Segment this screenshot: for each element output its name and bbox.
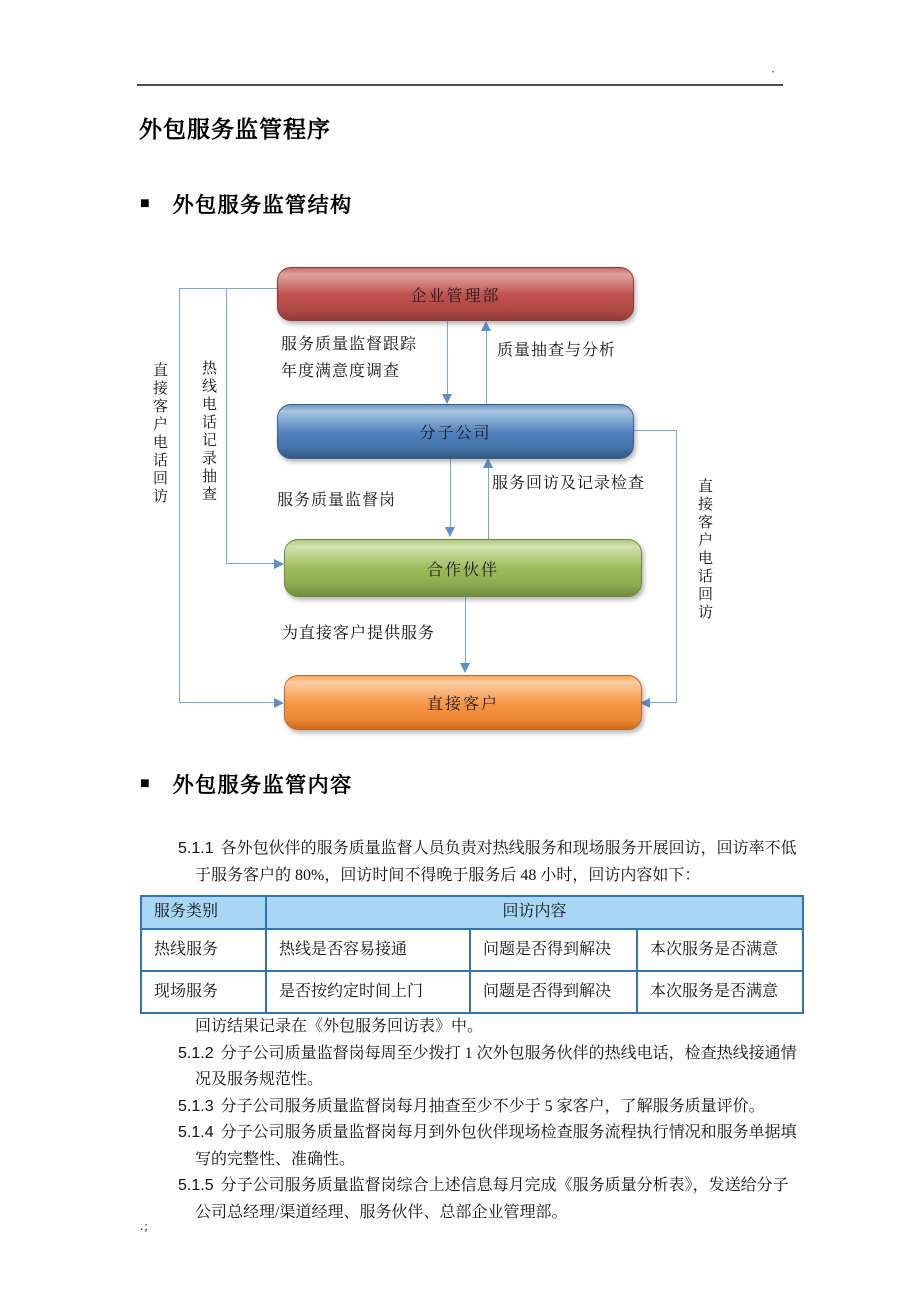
connector-left-top <box>179 288 277 289</box>
table-row <box>141 971 803 1013</box>
paragraph-5-1-4 <box>140 1120 802 1173</box>
square-bullet-icon: ■ <box>140 775 150 792</box>
table-header-row <box>141 896 803 929</box>
end-mark: .; <box>140 1218 149 1233</box>
clause-text: 各外包伙伴的服务质量监督人员负责对热线服务和现场服务开展回访，回访率不低于服务客户的 80%，回访时间不得晚于服务后 48 小时，回访内容如下： <box>195 840 797 884</box>
clause-text: 分子公司服务质量监督岗每月到外包伙伴现场检查服务流程执行情况和服务单据填写的完整性、准确性。 <box>195 1124 797 1168</box>
table-header-review-content: 回访内容 <box>266 896 803 929</box>
connector-left-inner-vertical <box>226 288 227 564</box>
label-sub-to-partner: 服务质量监督岗 <box>277 492 397 509</box>
header-dot: · <box>771 64 776 79</box>
arrowhead-mgmt-to-sub <box>442 394 452 404</box>
node-customer-label: 直接客户 <box>426 696 499 713</box>
arrowhead-sub-to-partner <box>445 527 455 537</box>
cell-question-2: 问题是否得到解决 <box>470 929 637 971</box>
connector-left-outer-vertical <box>179 288 180 703</box>
label-sub-to-mgmt: 质量抽查与分析 <box>497 342 617 359</box>
label-right-vertical: 直接客户电话回访 <box>696 478 712 622</box>
node-management <box>277 267 634 321</box>
section-heading-content <box>140 769 353 799</box>
clause-number: 5.1.3 <box>178 1097 214 1115</box>
section-heading-text: 外包服务监管内容 <box>172 773 353 797</box>
node-subsidiary <box>277 404 634 459</box>
label-mgmt-to-sub-line1: 服务质量监督跟踪 <box>281 336 418 353</box>
arrowhead-sub-to-mgmt <box>481 321 491 331</box>
label-left-outer-vertical: 直接客户电话回访 <box>151 362 167 506</box>
connector-right-bottom <box>650 702 677 703</box>
cell-service-type: 热线服务 <box>141 929 266 971</box>
clause-text: 分子公司服务质量监督岗每月抽查至少不少于 5 家客户，了解服务质量评价。 <box>220 1097 765 1115</box>
clause-number: 5.1.5 <box>178 1177 214 1194</box>
paragraph-5-1-3 <box>140 1094 802 1121</box>
clause-number: 5.1.2 <box>178 1044 214 1062</box>
arrowhead-into-partner-left <box>274 559 284 569</box>
cell-question-2: 问题是否得到解决 <box>470 971 637 1013</box>
clause-number: 5.1.4 <box>178 1124 214 1141</box>
cell-service-type: 现场服务 <box>141 971 266 1013</box>
connector-left-outer-bottom <box>179 702 276 703</box>
arrowhead-partner-to-sub <box>483 458 493 468</box>
paragraph-5-1-5 <box>140 1173 802 1226</box>
clause-text: 分子公司质量监督岗每周至少拨打 1 次外包服务伙伴的热线电话，检查热线接通情况及服务规范性。 <box>195 1044 797 1088</box>
header-rule <box>137 84 783 86</box>
label-partner-to-sub: 服务回访及记录检查 <box>492 475 646 492</box>
arrow-sub-to-mgmt-line <box>486 330 487 404</box>
node-partner <box>284 539 642 597</box>
connector-left-inner-bottom <box>226 563 276 564</box>
table-row <box>141 929 803 971</box>
paragraph-5-1-1 <box>140 836 802 889</box>
paragraph-5-1-2 <box>140 1041 802 1094</box>
connector-right-vertical <box>676 430 677 702</box>
table-header-service-type: 服务类别 <box>141 896 266 929</box>
arrow-partner-to-sub-line <box>488 467 489 539</box>
clause-text: 分子公司服务质量监督岗综合上述信息每月完成《服务质量分析表》，发送给分子公司总经理/渠道经理、服务伙伴、总部企业管理部。 <box>195 1177 789 1221</box>
node-subsidiary-label: 分子公司 <box>419 425 492 442</box>
node-partner-label: 合作伙伴 <box>426 561 499 579</box>
label-left-inner-vertical: 热线电话记录抽查 <box>200 360 216 504</box>
section-heading-text: 外包服务监管结构 <box>172 193 353 217</box>
node-management-label: 企业管理部 <box>410 287 501 305</box>
clause-number: 5.1.1 <box>178 840 214 857</box>
section-heading-structure <box>140 189 353 219</box>
arrowhead-into-customer-left <box>274 698 284 708</box>
arrow-mgmt-to-sub-line <box>447 320 448 396</box>
cell-question-3: 本次服务是否满意 <box>637 971 803 1013</box>
node-customer <box>284 675 642 730</box>
arrow-partner-to-customer-line <box>465 595 466 665</box>
arrow-sub-to-partner-line <box>450 457 451 529</box>
cell-question-3: 本次服务是否满意 <box>637 929 803 971</box>
label-mgmt-to-sub-line2: 年度满意度调查 <box>281 363 401 380</box>
label-partner-to-customer: 为直接客户提供服务 <box>282 625 436 642</box>
clause-text: 回访结果记录在《外包服务回访表》中。 <box>195 1018 484 1035</box>
connector-right-top <box>632 430 677 431</box>
review-table <box>140 895 804 1014</box>
cell-question-1: 热线是否容易接通 <box>266 929 470 971</box>
paragraph-table-note <box>140 1014 802 1041</box>
cell-question-1: 是否按约定时间上门 <box>266 971 470 1013</box>
body-content <box>140 836 802 1226</box>
page-title: 外包服务监管程序 <box>139 117 331 142</box>
arrowhead-partner-to-customer <box>460 663 470 673</box>
square-bullet-icon: ■ <box>140 195 150 212</box>
